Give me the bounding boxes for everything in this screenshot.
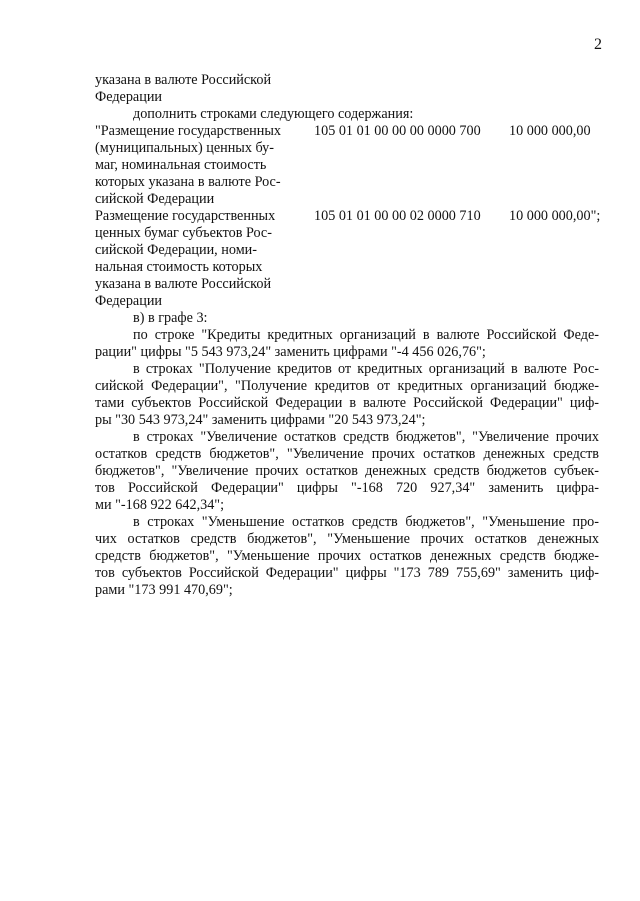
row-code: 105 01 01 00 00 00 0000 700: [314, 123, 481, 139]
paragraph-line: рации" цифры "5 543 973,24" заменить цифрами "-4 456 026,76";: [95, 344, 486, 360]
row-amount: 10 000 000,00: [509, 123, 591, 139]
row-name-line: маг, номинальная стоимость: [95, 157, 267, 173]
paragraph-line: тов Российской Федерации" цифры "-168 720 927,34" заменить цифра-: [95, 480, 599, 496]
row-name-line: Размещение государственных: [95, 208, 276, 224]
text-line: Федерации: [95, 89, 163, 105]
row-name-line: сийской Федерации, номи-: [95, 242, 257, 258]
paragraph-line: в строках "Увеличение остатков средств бюджетов", "Увеличение прочих: [133, 429, 599, 445]
row-code: 105 01 01 00 00 02 0000 710: [314, 208, 481, 224]
row-name-line: сийской Федерации: [95, 191, 215, 207]
paragraph-line: в строках "Уменьшение остатков средств бюджетов", "Уменьшение про-: [133, 514, 599, 530]
paragraph-line: рами "173 991 470,69";: [95, 582, 233, 598]
paragraph-line: ми "-168 922 642,34";: [95, 497, 225, 513]
section-heading: в) в графе 3:: [133, 310, 208, 326]
row-name-line: ценных бумаг субъектов Рос-: [95, 225, 272, 241]
intro-text: дополнить строками следующего содержания:: [133, 106, 414, 122]
row-amount: 10 000 000,00";: [509, 208, 601, 224]
paragraph-line: бюджетов", "Увеличение прочих остатков денежных средств бюджетов субъек-: [95, 463, 599, 479]
paragraph-line: тов субъектов Российской Федерации" цифры "173 789 755,69" заменить циф-: [95, 565, 599, 581]
row-name-line: Федерации: [95, 293, 163, 309]
row-name-line: (муниципальных) ценных бу-: [95, 140, 274, 156]
paragraph-line: в строках "Получение кредитов от кредитных организаций в валюте Рос-: [133, 361, 599, 377]
row-name-line: нальная стоимость которых: [95, 259, 263, 275]
row-name-line: "Размещение государственных: [95, 123, 281, 139]
page-number: 2: [594, 36, 602, 53]
paragraph-line: ры "30 543 973,24" заменить цифрами "20 543 973,24";: [95, 412, 426, 428]
row-name-line: указана в валюте Российской: [95, 276, 272, 292]
paragraph-line: чих остатков средств бюджетов", "Уменьшение прочих остатков денежных: [95, 531, 599, 547]
paragraph-line: средств бюджетов", "Уменьшение прочих остатков денежных средств бюдже-: [95, 548, 599, 564]
paragraph-line: остатков средств бюджетов", "Увеличение прочих остатков денежных средств: [95, 446, 599, 462]
row-name-line: которых указана в валюте Рос-: [95, 174, 281, 190]
paragraph-line: тами субъектов Российской Федерации в валюте Российской Федерации" циф-: [95, 395, 599, 411]
paragraph-line: сийской Федерации", "Получение кредитов от кредитных организаций бюдже-: [95, 378, 599, 394]
text-line: указана в валюте Российской: [95, 72, 272, 88]
paragraph-line: по строке "Кредиты кредитных организаций в валюте Российской Феде-: [133, 327, 599, 343]
